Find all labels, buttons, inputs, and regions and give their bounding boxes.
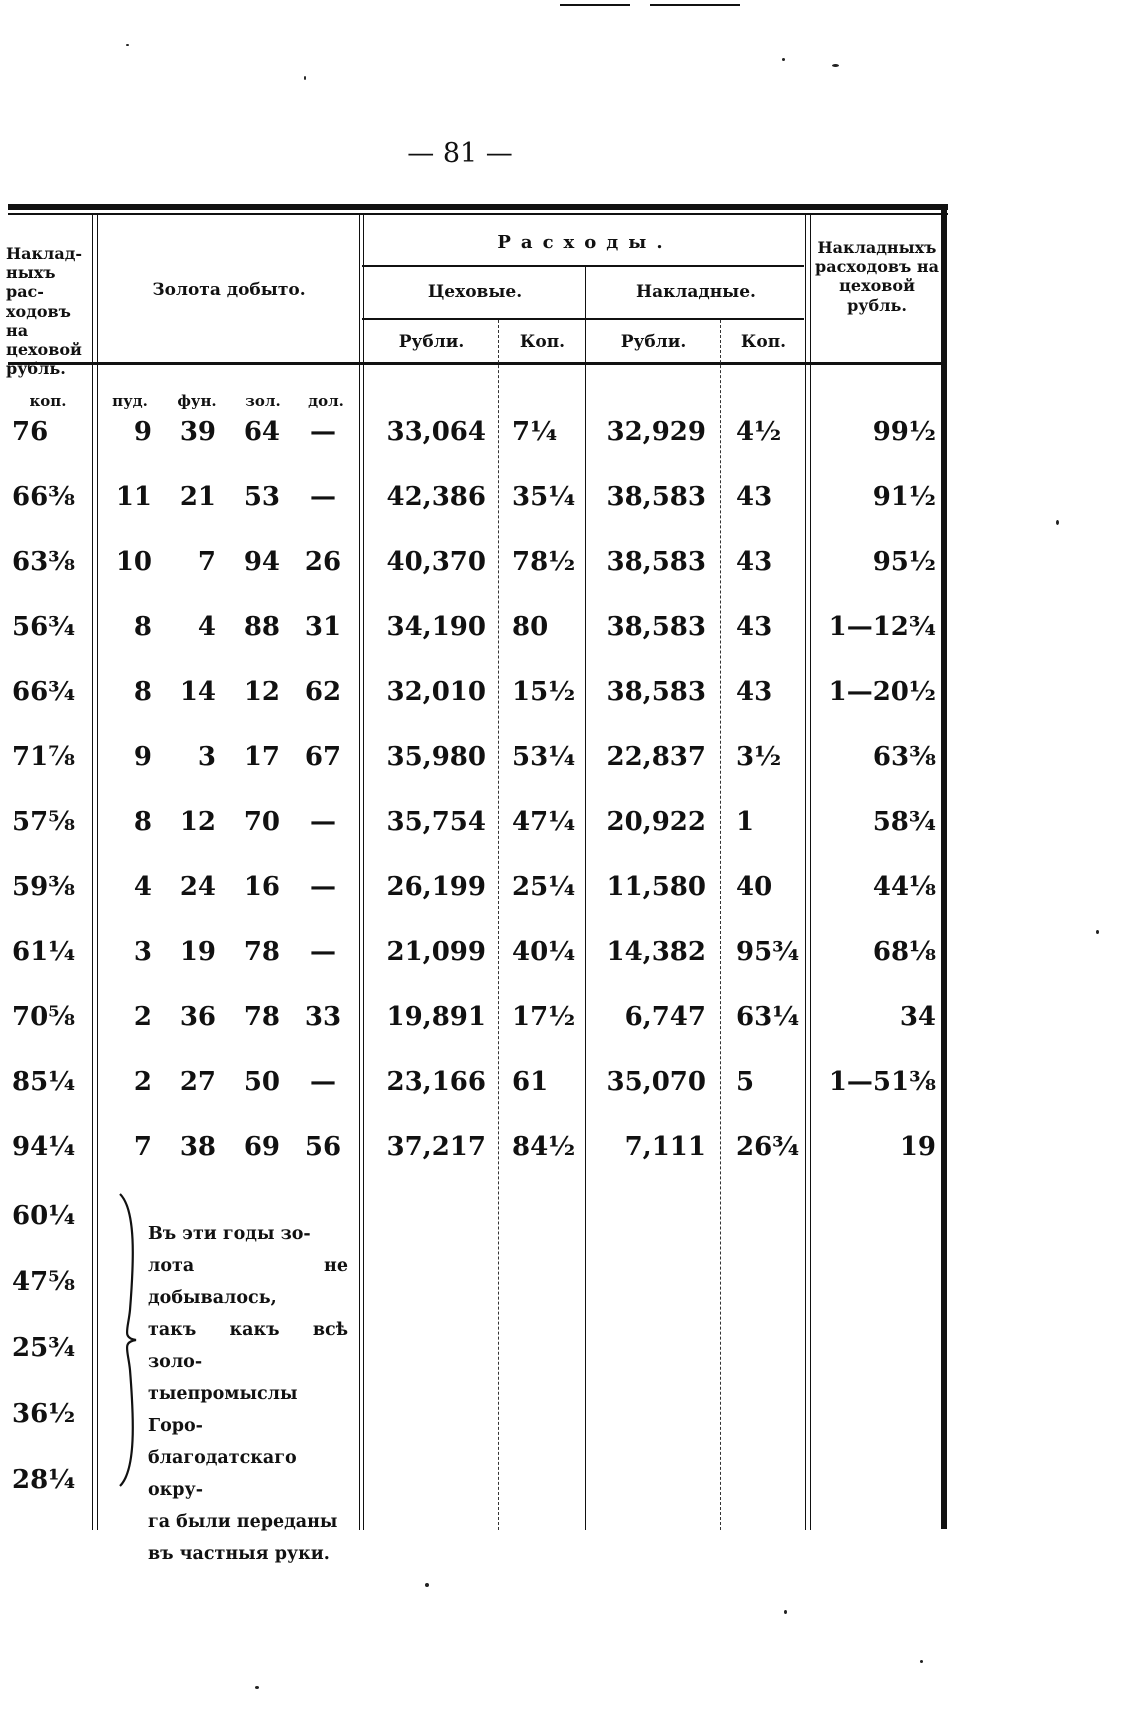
cell-ratio: 99½ xyxy=(872,417,936,447)
note-line: тыепромыслы Горо- xyxy=(148,1384,298,1436)
note-line: лота не добывалось, xyxy=(148,1256,348,1308)
cell-fun: 19 xyxy=(179,937,216,967)
scan-speck xyxy=(1056,520,1059,525)
cell-ts-kop: 53¼ xyxy=(512,742,576,772)
header-bottom-rule xyxy=(8,362,942,365)
cell-zol: 17 xyxy=(243,742,280,772)
rule-left-col xyxy=(92,215,93,1530)
cell-fun: 12 xyxy=(179,807,216,837)
cell-ts-kop: 80 xyxy=(512,612,549,642)
header-tsekh: Цеховые. xyxy=(427,282,523,302)
cell-ts-rub: 42,386 xyxy=(386,482,486,512)
cell-dol: 67 xyxy=(304,742,342,772)
cell-zol: 78 xyxy=(243,1002,280,1032)
cell-dol: — xyxy=(310,937,336,967)
cell-pud: 8 xyxy=(133,807,152,837)
cell-pud: 10 xyxy=(115,547,152,577)
cell-zol: 70 xyxy=(243,807,280,837)
cell-kop-left-extra: 47⅝ xyxy=(12,1267,76,1297)
cell-kop-left: 61¼ xyxy=(12,937,76,967)
cell-pud: 3 xyxy=(133,937,152,967)
cell-zol: 53 xyxy=(243,482,280,512)
cell-ratio: 58¾ xyxy=(872,807,936,837)
cell-ts-rub: 23,166 xyxy=(386,1067,486,1097)
cell-kop-left: 56¾ xyxy=(12,612,76,642)
cell-kop-left-extra: 36½ xyxy=(12,1399,76,1429)
cell-nk-rub: 14,382 xyxy=(606,937,706,967)
scan-speck xyxy=(304,76,306,80)
cell-zol: 88 xyxy=(243,612,280,642)
scan-speck xyxy=(920,1660,923,1663)
cell-nk-rub: 38,583 xyxy=(606,482,706,512)
cell-ratio: 63⅜ xyxy=(872,742,936,772)
rule-ts-rub xyxy=(498,320,499,1530)
cell-pud: 8 xyxy=(133,612,152,642)
cell-pud: 2 xyxy=(133,1067,152,1097)
header-rubli-tsekh: Рубли. xyxy=(398,332,465,352)
table-right-border xyxy=(941,204,947,1529)
cell-pud: 9 xyxy=(133,417,152,447)
note-line: такъ какъ всѣ золо- xyxy=(148,1320,348,1372)
cell-kop-left: 85¼ xyxy=(12,1067,76,1097)
header-rubli-nakl: Рубли. xyxy=(620,332,687,352)
cell-kop-left: 70⅝ xyxy=(12,1002,76,1032)
unit-pud: пуд. xyxy=(112,392,148,410)
rule-gold-2 xyxy=(363,215,364,1530)
cell-nk-kop: 4½ xyxy=(736,417,782,447)
cell-ratio: 44⅛ xyxy=(872,872,936,902)
table-top-border xyxy=(8,204,948,210)
cell-dol: 62 xyxy=(304,677,342,707)
cell-ts-rub: 35,980 xyxy=(386,742,486,772)
note-line: благодатскаго окру- xyxy=(148,1448,297,1500)
cell-kop-left: 66¾ xyxy=(12,677,76,707)
cell-pud: 4 xyxy=(133,872,152,902)
cell-nk-rub: 35,070 xyxy=(606,1067,706,1097)
expenses-sub-rule xyxy=(362,265,804,267)
cell-dol: 31 xyxy=(304,612,342,642)
rule-left-col-2 xyxy=(97,215,98,1530)
cell-nk-kop: 43 xyxy=(736,677,773,707)
cell-ts-rub: 37,217 xyxy=(386,1132,486,1162)
cell-ts-kop: 61 xyxy=(512,1067,549,1097)
scan-speck xyxy=(126,44,129,46)
cell-ts-rub: 35,754 xyxy=(386,807,486,837)
cell-kop-left-extra: 25¾ xyxy=(12,1333,76,1363)
scan-speck xyxy=(1096,930,1099,934)
cell-nk-rub: 6,747 xyxy=(624,1002,706,1032)
cell-kop-left: 66⅜ xyxy=(12,482,76,512)
cell-dol: — xyxy=(310,872,336,902)
cell-ratio: 34 xyxy=(899,1002,936,1032)
cell-ts-kop: 40¼ xyxy=(512,937,576,967)
units-sub-rule xyxy=(362,318,804,320)
cell-fun: 27 xyxy=(179,1067,216,1097)
cell-fun: 7 xyxy=(197,547,216,577)
cell-nk-kop: 63¼ xyxy=(736,1002,800,1032)
cell-fun: 3 xyxy=(197,742,216,772)
cell-ratio: 91½ xyxy=(872,482,936,512)
cell-kop-left: 63⅜ xyxy=(12,547,76,577)
cell-nk-rub: 32,929 xyxy=(606,417,706,447)
page-number: — 81 — xyxy=(407,138,513,169)
cell-dol: 56 xyxy=(304,1132,342,1162)
cell-nk-kop: 5 xyxy=(736,1067,755,1097)
cell-ts-rub: 34,190 xyxy=(386,612,486,642)
cell-zol: 16 xyxy=(243,872,280,902)
cell-zol: 12 xyxy=(243,677,280,707)
header-nakl-per-ruble-left: Наклад-ныхъ рас-ходовъ на цеховой рубль. xyxy=(6,244,82,379)
scan-speck xyxy=(784,1610,787,1614)
table-top-border-thin xyxy=(8,213,948,215)
brace-icon xyxy=(112,1190,142,1490)
note-line: га были переданы xyxy=(148,1512,338,1532)
cell-nk-rub: 20,922 xyxy=(606,807,706,837)
cell-nk-rub: 38,583 xyxy=(606,677,706,707)
cell-nk-kop: 43 xyxy=(736,482,773,512)
rule-nk-rub xyxy=(720,320,721,1530)
cell-ts-kop: 7¼ xyxy=(512,417,558,447)
cell-fun: 36 xyxy=(179,1002,216,1032)
unit-kop: коп. xyxy=(29,392,67,410)
cell-fun: 14 xyxy=(179,677,216,707)
cell-nk-kop: 3½ xyxy=(736,742,782,772)
cell-ts-kop: 17½ xyxy=(512,1002,576,1032)
rule-ts-nk xyxy=(585,267,586,1530)
cell-dol: — xyxy=(310,807,336,837)
cell-kop-left: 94¼ xyxy=(12,1132,76,1162)
cell-kop-left: 57⅝ xyxy=(12,807,76,837)
cell-nk-rub: 38,583 xyxy=(606,547,706,577)
cell-zol: 50 xyxy=(243,1067,280,1097)
cell-ts-kop: 84½ xyxy=(512,1132,576,1162)
cell-pud: 11 xyxy=(115,482,152,512)
scan-mark-top xyxy=(560,4,630,6)
cell-nk-kop: 40 xyxy=(736,872,773,902)
cell-pud: 7 xyxy=(133,1132,152,1162)
cell-fun: 39 xyxy=(179,417,216,447)
header-kop-tsekh: Коп. xyxy=(519,332,566,352)
header-nakl-per-ruble-right: Накладныхъ расходовъ на цеховой рубль. xyxy=(815,238,939,315)
cell-zol: 64 xyxy=(243,417,280,447)
unit-dol: дол. xyxy=(308,392,344,410)
cell-ts-kop: 78½ xyxy=(512,547,576,577)
cell-dol: 33 xyxy=(304,1002,342,1032)
cell-dol: — xyxy=(310,1067,336,1097)
cell-ts-kop: 47¼ xyxy=(512,807,576,837)
cell-ts-kop: 35¼ xyxy=(512,482,576,512)
cell-zol: 94 xyxy=(243,547,280,577)
cell-ts-kop: 25¼ xyxy=(512,872,576,902)
note-line: въ частныя руки. xyxy=(148,1544,330,1564)
cell-pud: 2 xyxy=(133,1002,152,1032)
cell-nk-kop: 26¾ xyxy=(736,1132,800,1162)
cell-dol: 26 xyxy=(304,547,342,577)
cell-ts-rub: 33,064 xyxy=(386,417,486,447)
cell-fun: 21 xyxy=(179,482,216,512)
cell-dol: — xyxy=(310,417,336,447)
scan-mark-top xyxy=(650,4,740,6)
note-line: Въ эти годы зо- xyxy=(148,1224,311,1244)
cell-ts-rub: 19,891 xyxy=(386,1002,486,1032)
cell-zol: 69 xyxy=(243,1132,280,1162)
header-gold-mined: Золота добыто. xyxy=(152,280,306,300)
cell-ts-kop: 15½ xyxy=(512,677,576,707)
cell-nk-rub: 7,111 xyxy=(624,1132,706,1162)
rule-right-col-2 xyxy=(810,215,811,1530)
cell-kop-left: 76 xyxy=(12,417,49,447)
cell-zol: 78 xyxy=(243,937,280,967)
cell-kop-left: 71⅞ xyxy=(12,742,76,772)
unit-fun: фун. xyxy=(177,392,217,410)
unit-zol: зол. xyxy=(245,392,281,410)
cell-nk-kop: 43 xyxy=(736,612,773,642)
cell-fun: 38 xyxy=(179,1132,216,1162)
cell-ts-rub: 40,370 xyxy=(386,547,486,577)
cell-ratio: 68⅛ xyxy=(872,937,936,967)
cell-kop-left-extra: 28¼ xyxy=(12,1465,76,1495)
cell-pud: 8 xyxy=(133,677,152,707)
header-expenses: Расходы. xyxy=(497,232,673,253)
cell-ts-rub: 32,010 xyxy=(386,677,486,707)
cell-nk-kop: 95¾ xyxy=(736,937,800,967)
rule-right-col xyxy=(805,215,806,1530)
note-no-gold-mined xyxy=(148,1218,348,1570)
cell-nk-rub: 22,837 xyxy=(606,742,706,772)
cell-kop-left-extra: 60¼ xyxy=(12,1201,76,1231)
cell-ratio: 1—20½ xyxy=(828,677,936,707)
cell-fun: 24 xyxy=(179,872,216,902)
scan-speck xyxy=(425,1583,429,1587)
rule-gold xyxy=(359,215,360,1530)
cell-kop-left: 59⅜ xyxy=(12,872,76,902)
cell-ratio: 19 xyxy=(899,1132,936,1162)
cell-ratio: 1—51⅜ xyxy=(828,1067,936,1097)
cell-nk-kop: 43 xyxy=(736,547,773,577)
cell-pud: 9 xyxy=(133,742,152,772)
cell-ratio: 95½ xyxy=(872,547,936,577)
header-nakladnye: Накладные. xyxy=(636,282,756,302)
cell-ratio: 1—12¾ xyxy=(828,612,936,642)
scan-speck xyxy=(255,1686,259,1689)
cell-dol: — xyxy=(310,482,336,512)
cell-ts-rub: 21,099 xyxy=(386,937,486,967)
scan-speck xyxy=(832,64,839,67)
cell-nk-kop: 1 xyxy=(736,807,755,837)
scan-speck xyxy=(782,58,785,61)
header-kop-nakl: Коп. xyxy=(740,332,787,352)
cell-nk-rub: 38,583 xyxy=(606,612,706,642)
cell-ts-rub: 26,199 xyxy=(386,872,486,902)
cell-fun: 4 xyxy=(197,612,216,642)
cell-nk-rub: 11,580 xyxy=(606,872,706,902)
